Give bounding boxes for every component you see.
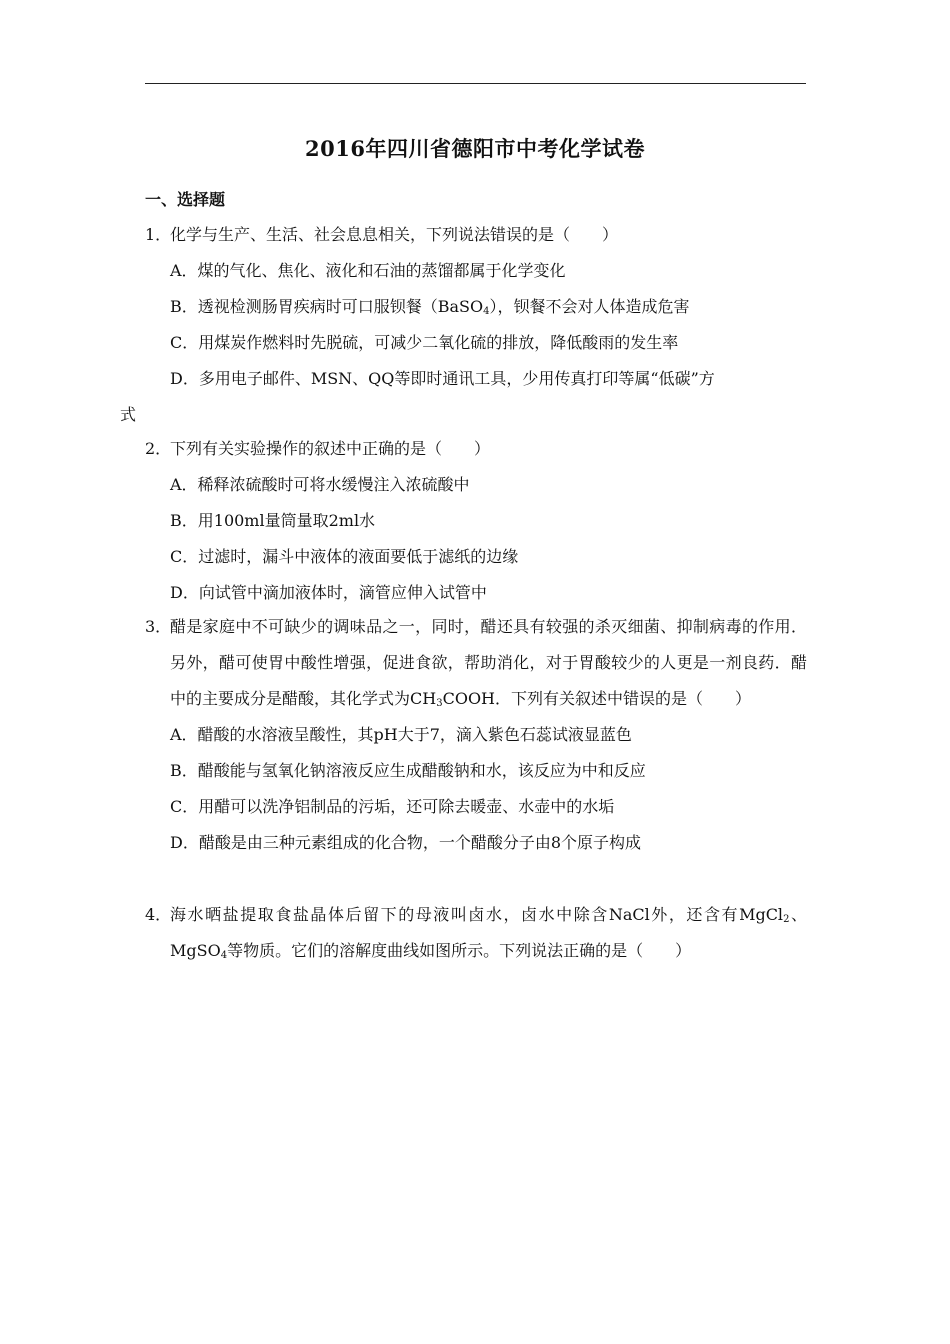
header-rule <box>145 83 806 84</box>
option-d: D．向试管中滴加液体时，滴管应伸入试管中 <box>170 583 487 602</box>
option-c: C．用煤炭作燃料时先脱硫，可减少二氧化硫的排放，降低酸雨的发生率 <box>170 333 679 352</box>
question-number: 4． <box>145 905 172 924</box>
subscript: 2 <box>783 914 790 925</box>
subscript: 3 <box>436 698 443 709</box>
subscript: 4 <box>483 306 490 317</box>
question-stem: 化学与生产、生活、社会息息相关，下列说法错误的是（ ） <box>170 225 619 244</box>
stem-text-end: 等物质。它们的溶解度曲线如图所示。下列说法正确的是（ ） <box>227 941 692 960</box>
stem-text-end: COOH．下列有关叙述中错误的是（ ） <box>442 689 752 708</box>
option-d-wrap-text: 式 <box>120 405 137 424</box>
stem-text-mid: 、MgSO <box>170 905 807 960</box>
option-b: B．醋酸能与氢氧化钠溶液反应生成醋酸钠和水，该反应为中和反应 <box>170 761 646 780</box>
subscript: 4 <box>220 950 228 961</box>
option-b-text-end: ），钡餐不会对人体造成危害 <box>489 297 690 316</box>
option-d: D．醋酸是由三种元素组成的化合物，一个醋酸分子由8个原子构成 <box>170 833 642 852</box>
option-c: C．过滤时，漏斗中液体的液面要低于滤纸的边缘 <box>170 547 519 566</box>
question-3 <box>145 609 807 861</box>
question-stem <box>170 609 807 717</box>
stem-text: 海水晒盐提取食盐晶体后留下的母液叫卤水，卤水中除含NaCl外，还含有MgCl <box>170 905 784 924</box>
page-title: 2016年四川省德阳市中考化学试卷 <box>305 136 645 161</box>
question-4 <box>145 897 807 969</box>
option-a: A．煤的气化、焦化、液化和石油的蒸馏都属于化学变化 <box>170 261 566 280</box>
question-2 <box>145 431 807 611</box>
option-b: B．用100ml量筒量取2ml水 <box>170 511 376 530</box>
stem-text: 醋是家庭中不可缺少的调味品之一，同时，醋还具有较强的杀灭细菌、抑制病毒的作用．另外，醋可使胃中酸性增强，促进食欲，帮助消化，对于胃酸较少的人更是一剂良药．醋中的主要成分是醋酸，其化学式为CH <box>170 617 807 708</box>
option-b-text: B．透视检测肠胃疾病时可口服钡餐（BaSO <box>170 297 484 316</box>
option-d-continuation <box>120 397 807 433</box>
option-a: A．醋酸的水溶液呈酸性，其pH大于7，滴入紫色石蕊试液显蓝色 <box>170 725 632 744</box>
option-c: C．用醋可以洗净铝制品的污垢，还可除去暖壶、水壶中的水垢 <box>170 797 615 816</box>
section-heading: 一、选择题 <box>145 190 226 209</box>
question-number: 2． <box>145 439 172 458</box>
question-stem: 下列有关实验操作的叙述中正确的是（ ） <box>170 439 491 458</box>
question-number: 1． <box>145 225 172 244</box>
option-b <box>170 289 807 325</box>
option-a: A．稀释浓硫酸时可将水缓慢注入浓硫酸中 <box>170 475 470 494</box>
question-1 <box>120 217 807 433</box>
question-stem <box>170 897 807 969</box>
question-number: 3． <box>145 617 172 636</box>
option-d: D．多用电子邮件、MSN、QQ等即时通讯工具，少用传真打印等属“低碳”方 <box>170 369 715 388</box>
